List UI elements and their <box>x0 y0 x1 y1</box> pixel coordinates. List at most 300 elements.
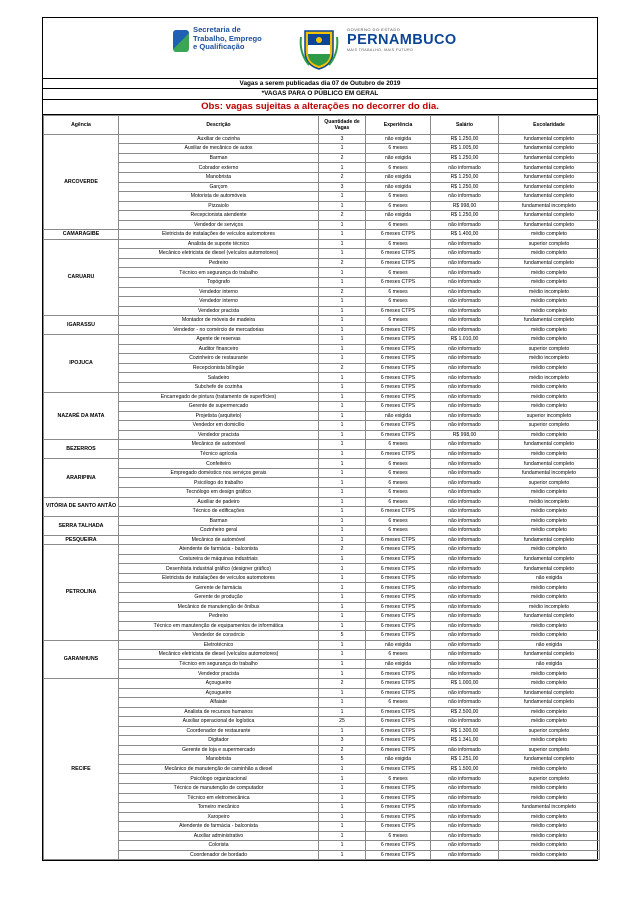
experience-cell: 6 meses <box>366 526 431 536</box>
agency-cell: PESQUEIRA <box>44 535 119 545</box>
salary-cell: R$ 1.251,00 <box>431 755 499 765</box>
col-description: Descrição <box>119 115 319 134</box>
experience-cell: 6 meses <box>366 831 431 841</box>
experience-cell: 6 meses CTPS <box>366 850 431 860</box>
table-row <box>44 764 600 774</box>
description-cell: Barman <box>119 153 319 163</box>
salary-cell: não informado <box>431 373 499 383</box>
description-cell: Colorista <box>119 841 319 851</box>
description-cell: Alfaiate <box>119 698 319 708</box>
quantity-cell: 2 <box>319 211 366 221</box>
table-row <box>44 812 600 822</box>
description-cell: Vendedor pracista <box>119 306 319 316</box>
col-education: Escolaridade <box>499 115 600 134</box>
table-row <box>44 230 600 240</box>
salary-cell: não informado <box>431 497 499 507</box>
description-cell: Motorista de automóveis <box>119 192 319 202</box>
table-row <box>44 688 600 698</box>
education-cell: médio completo <box>499 297 600 307</box>
salary-cell: não informado <box>431 363 499 373</box>
salary-cell: não informado <box>431 717 499 727</box>
experience-cell: 6 meses CTPS <box>366 602 431 612</box>
education-cell: fundamental completo <box>499 535 600 545</box>
description-cell: Manobrista <box>119 172 319 182</box>
quantity-cell: 1 <box>319 516 366 526</box>
salary-cell: não informado <box>431 650 499 660</box>
salary-cell: não informado <box>431 306 499 316</box>
experience-cell: 6 meses CTPS <box>366 783 431 793</box>
salary-cell: não informado <box>431 783 499 793</box>
salary-cell: R$ 1.250,00 <box>431 172 499 182</box>
salary-cell: R$ 1.250,00 <box>431 134 499 144</box>
table-row <box>44 297 600 307</box>
description-cell: Mecânico de manutenção de caminhão a diesel <box>119 764 319 774</box>
education-cell: fundamental completo <box>499 688 600 698</box>
governo-label: GOVERNO DO ESTADO <box>347 27 401 32</box>
table-row <box>44 717 600 727</box>
salary-cell: R$ 1.400,00 <box>431 230 499 240</box>
table-row <box>44 621 600 631</box>
description-cell: Digitador <box>119 736 319 746</box>
description-cell: Torneiro mecânico <box>119 803 319 813</box>
experience-cell: 6 meses CTPS <box>366 335 431 345</box>
pernambuco-logo <box>347 27 477 71</box>
description-cell: Confeiteiro <box>119 459 319 469</box>
salary-cell: R$ 1.005,00 <box>431 144 499 154</box>
description-cell: Gerente de farmácia <box>119 583 319 593</box>
quantity-cell: 1 <box>319 688 366 698</box>
experience-cell: 6 meses <box>366 516 431 526</box>
salary-cell: não informado <box>431 297 499 307</box>
description-cell: Açougueiro <box>119 688 319 698</box>
description-cell: Analista de suporte técnico <box>119 239 319 249</box>
description-cell: Atendente de farmácia - balconista <box>119 822 319 832</box>
education-cell: fundamental completo <box>499 258 600 268</box>
table-row <box>44 430 600 440</box>
table-row <box>44 287 600 297</box>
experience-cell: 6 meses CTPS <box>366 726 431 736</box>
education-cell: médio completo <box>499 402 600 412</box>
description-cell: Técnico em segurança do trabalho <box>119 659 319 669</box>
description-cell: Pedreiro <box>119 612 319 622</box>
description-cell: Manobrista <box>119 755 319 765</box>
description-cell: Eletrotécnico <box>119 640 319 650</box>
table-row <box>44 201 600 211</box>
experience-cell: 6 meses CTPS <box>366 736 431 746</box>
quantity-cell: 3 <box>319 736 366 746</box>
salary-cell: não informado <box>431 745 499 755</box>
table-row <box>44 602 600 612</box>
education-cell: médio completo <box>499 383 600 393</box>
description-cell: Coordenador de bordado <box>119 850 319 860</box>
table-row <box>44 192 600 202</box>
table-row <box>44 631 600 641</box>
description-cell: Vendedor interno <box>119 297 319 307</box>
description-cell: Mecânico de manutenção de ônibus <box>119 602 319 612</box>
salary-cell: não informado <box>431 831 499 841</box>
quantity-cell: 1 <box>319 497 366 507</box>
description-cell: Xaropeiro <box>119 812 319 822</box>
education-cell: fundamental completo <box>499 698 600 708</box>
salary-cell: R$ 1.341,00 <box>431 736 499 746</box>
description-cell: Mecânico eletricista de diesel (veículos automotores) <box>119 249 319 259</box>
table-row <box>44 526 600 536</box>
description-cell: Psicólogo organizacional <box>119 774 319 784</box>
table-row <box>44 182 600 192</box>
experience-cell: 6 meses <box>366 478 431 488</box>
education-cell: médio completo <box>499 268 600 278</box>
agency-cell: CARUARU <box>44 239 119 315</box>
description-cell: Vendedor em domicílio <box>119 421 319 431</box>
agency-cell: ARARIPINA <box>44 459 119 497</box>
description-cell: Vendedor - no comércio de mercadorias <box>119 325 319 335</box>
quantity-cell: 1 <box>319 803 366 813</box>
agency-cell: CAMARAGIBE <box>44 230 119 240</box>
education-cell: médio completo <box>499 430 600 440</box>
table-row <box>44 440 600 450</box>
experience-cell: 6 meses CTPS <box>366 803 431 813</box>
education-cell: médio completo <box>499 335 600 345</box>
education-cell: fundamental completo <box>499 612 600 622</box>
education-cell: médio completo <box>499 678 600 688</box>
education-cell: não exigida <box>499 659 600 669</box>
quantity-cell: 1 <box>319 373 366 383</box>
education-cell: fundamental completo <box>499 172 600 182</box>
salary-cell: não informado <box>431 440 499 450</box>
experience-cell: 6 meses <box>366 459 431 469</box>
table-row <box>44 650 600 660</box>
experience-cell: 6 meses <box>366 468 431 478</box>
description-cell: Vendedor pracista <box>119 669 319 679</box>
table-row <box>44 249 600 259</box>
table-row <box>44 402 600 412</box>
education-cell: médio incompleto <box>499 354 600 364</box>
quantity-cell: 5 <box>319 755 366 765</box>
table-row <box>44 468 600 478</box>
description-cell: Técnico em manutenção de equipamentos de informática <box>119 621 319 631</box>
salary-cell: R$ 1.250,00 <box>431 153 499 163</box>
experience-cell: 6 meses CTPS <box>366 383 431 393</box>
experience-cell: 6 meses CTPS <box>366 258 431 268</box>
table-row <box>44 678 600 688</box>
table-row <box>44 822 600 832</box>
experience-cell: 6 meses CTPS <box>366 249 431 259</box>
experience-cell: 6 meses <box>366 316 431 326</box>
education-cell: médio completo <box>499 392 600 402</box>
description-cell: Vendedor interno <box>119 287 319 297</box>
table-row <box>44 554 600 564</box>
table-row <box>44 306 600 316</box>
quantity-cell: 1 <box>319 793 366 803</box>
education-cell: médio completo <box>499 669 600 679</box>
state-slogan: MAIS TRABALHO, MAIS FUTURO <box>347 48 414 52</box>
education-cell: fundamental incompleto <box>499 468 600 478</box>
salary-cell: não informado <box>431 220 499 230</box>
salary-cell: R$ 1.300,00 <box>431 726 499 736</box>
table-row <box>44 363 600 373</box>
description-cell: Agente de reservas <box>119 335 319 345</box>
quantity-cell: 1 <box>319 411 366 421</box>
agency-cell: NAZARÉ DA MATA <box>44 392 119 440</box>
experience-cell: 6 meses <box>366 201 431 211</box>
table-row <box>44 736 600 746</box>
experience-cell: 6 meses CTPS <box>366 841 431 851</box>
table-row <box>44 516 600 526</box>
salary-cell: não informado <box>431 526 499 536</box>
agency-cell: IPOJUCA <box>44 335 119 392</box>
description-cell: Coordenador de restaurante <box>119 726 319 736</box>
quantity-cell: 1 <box>319 220 366 230</box>
agency-cell: VITÓRIA DE SANTO ANTÃO <box>44 497 119 516</box>
description-cell: Vendedor pracista <box>119 430 319 440</box>
salary-cell: não informado <box>431 812 499 822</box>
salary-cell: não informado <box>431 593 499 603</box>
salary-cell: não informado <box>431 239 499 249</box>
experience-cell: 6 meses CTPS <box>366 564 431 574</box>
description-cell: Auxiliar administrativo <box>119 831 319 841</box>
experience-cell: 6 meses CTPS <box>366 583 431 593</box>
salary-cell: não informado <box>431 316 499 326</box>
experience-cell: 6 meses CTPS <box>366 688 431 698</box>
experience-cell: 6 meses CTPS <box>366 621 431 631</box>
education-cell: médio completo <box>499 717 600 727</box>
table-row <box>44 669 600 679</box>
secretaria-name: Secretaria de Trabalho, Emprego e Qualificação <box>193 25 262 52</box>
quantity-cell: 1 <box>319 564 366 574</box>
education-cell: médio completo <box>499 822 600 832</box>
description-cell: Saladeiro <box>119 373 319 383</box>
quantity-cell: 1 <box>319 659 366 669</box>
education-cell: médio completo <box>499 449 600 459</box>
education-cell: médio completo <box>499 277 600 287</box>
salary-cell: não informado <box>431 411 499 421</box>
education-cell: médio completo <box>499 812 600 822</box>
salary-cell: não informado <box>431 545 499 555</box>
experience-cell: 6 meses CTPS <box>366 430 431 440</box>
education-cell: superior completo <box>499 344 600 354</box>
description-cell: Pizzaiolo <box>119 201 319 211</box>
experience-cell: 6 meses CTPS <box>366 745 431 755</box>
table-row <box>44 573 600 583</box>
description-cell: Auxiliar operacional de logística <box>119 717 319 727</box>
salary-cell: não informado <box>431 402 499 412</box>
education-cell: não exigida <box>499 640 600 650</box>
experience-cell: 6 meses CTPS <box>366 402 431 412</box>
salary-cell: não informado <box>431 192 499 202</box>
table-row <box>44 211 600 221</box>
col-experience: Experiência <box>366 115 431 134</box>
quantity-cell: 1 <box>319 430 366 440</box>
description-cell: Vendedor de serviços <box>119 220 319 230</box>
description-cell: Cozinheiro de restaurante <box>119 354 319 364</box>
experience-cell: 6 meses <box>366 488 431 498</box>
experience-cell: 6 meses <box>366 192 431 202</box>
experience-cell: 6 meses CTPS <box>366 717 431 727</box>
quantity-cell: 5 <box>319 631 366 641</box>
description-cell: Técnico de edificações <box>119 507 319 517</box>
salary-cell: não informado <box>431 631 499 641</box>
education-cell: fundamental completo <box>499 316 600 326</box>
experience-cell: 6 meses CTPS <box>366 344 431 354</box>
quantity-cell: 2 <box>319 153 366 163</box>
table-row <box>44 497 600 507</box>
table-row <box>44 459 600 469</box>
agency-cell: ARCOVERDE <box>44 134 119 229</box>
salary-cell: não informado <box>431 383 499 393</box>
state-name: PERNAMBUCO <box>347 32 457 48</box>
education-cell: fundamental completo <box>499 163 600 173</box>
quantity-cell: 1 <box>319 535 366 545</box>
table-row <box>44 383 600 393</box>
experience-cell: 6 meses CTPS <box>366 678 431 688</box>
quantity-cell: 1 <box>319 478 366 488</box>
quantity-cell: 1 <box>319 669 366 679</box>
table-row <box>44 583 600 593</box>
description-cell: Mecânico de automóvel <box>119 440 319 450</box>
education-cell: superior completo <box>499 421 600 431</box>
education-cell: superior completo <box>499 745 600 755</box>
experience-cell: 6 meses CTPS <box>366 707 431 717</box>
vacancies-table <box>43 115 600 861</box>
state-crest-icon <box>299 25 339 71</box>
table-row <box>44 392 600 402</box>
table-row <box>44 335 600 345</box>
salary-cell: não informado <box>431 478 499 488</box>
education-cell: médio completo <box>499 306 600 316</box>
education-cell: médio incompleto <box>499 287 600 297</box>
education-cell: fundamental completo <box>499 153 600 163</box>
quantity-cell: 2 <box>319 172 366 182</box>
table-row <box>44 707 600 717</box>
education-cell: superior completo <box>499 726 600 736</box>
salary-cell: não informado <box>431 803 499 813</box>
table-row <box>44 258 600 268</box>
experience-cell: 6 meses <box>366 698 431 708</box>
description-cell: Açougueiro <box>119 678 319 688</box>
table-row <box>44 478 600 488</box>
description-cell: Gerente de loja e supermercado <box>119 745 319 755</box>
table-row <box>44 411 600 421</box>
quantity-cell: 2 <box>319 545 366 555</box>
table-row <box>44 153 600 163</box>
quantity-cell: 1 <box>319 764 366 774</box>
education-cell: fundamental completo <box>499 554 600 564</box>
salary-cell: não informado <box>431 850 499 860</box>
salary-cell: não informado <box>431 392 499 402</box>
quantity-cell: 1 <box>319 383 366 393</box>
quantity-cell: 1 <box>319 297 366 307</box>
table-row <box>44 535 600 545</box>
description-cell: Cobrador externo <box>119 163 319 173</box>
education-cell: médio completo <box>499 526 600 536</box>
education-cell: médio completo <box>499 545 600 555</box>
salary-cell: não informado <box>431 249 499 259</box>
salary-cell: não informado <box>431 602 499 612</box>
quantity-cell: 1 <box>319 573 366 583</box>
description-cell: Projetista (arquiteto) <box>119 411 319 421</box>
salary-cell: não informado <box>431 287 499 297</box>
table-body <box>44 134 600 860</box>
experience-cell: 6 meses CTPS <box>366 325 431 335</box>
quantity-cell: 1 <box>319 421 366 431</box>
education-cell: fundamental completo <box>499 144 600 154</box>
salary-cell: não informado <box>431 688 499 698</box>
salary-cell: R$ 1.250,00 <box>431 182 499 192</box>
description-cell: Auxiliar de mecânico de autos <box>119 144 319 154</box>
salary-cell: não informado <box>431 583 499 593</box>
experience-cell: 6 meses <box>366 774 431 784</box>
quantity-cell: 1 <box>319 306 366 316</box>
education-cell: médio completo <box>499 488 600 498</box>
salary-cell: não informado <box>431 698 499 708</box>
table-row <box>44 239 600 249</box>
table-row <box>44 698 600 708</box>
description-cell: Analista de recursos humanos <box>119 707 319 717</box>
quantity-cell: 1 <box>319 583 366 593</box>
experience-cell: 6 meses CTPS <box>366 573 431 583</box>
salary-cell: não informado <box>431 268 499 278</box>
experience-cell: não exigida <box>366 172 431 182</box>
experience-cell: não exigida <box>366 659 431 669</box>
salary-cell: não informado <box>431 468 499 478</box>
salary-cell: não informado <box>431 621 499 631</box>
description-cell: Auditor financeiro <box>119 344 319 354</box>
description-cell: Empregado doméstico nos serviços gerais <box>119 468 319 478</box>
experience-cell: 6 meses <box>366 163 431 173</box>
experience-cell: 6 meses CTPS <box>366 669 431 679</box>
education-cell: médio completo <box>499 507 600 517</box>
salary-cell: não informado <box>431 640 499 650</box>
description-cell: Atendente de farmácia - balconista <box>119 545 319 555</box>
quantity-cell: 1 <box>319 201 366 211</box>
education-cell: fundamental completo <box>499 134 600 144</box>
col-agency: Agência <box>44 115 119 134</box>
salary-cell: R$ 1.250,00 <box>431 211 499 221</box>
experience-cell: 6 meses CTPS <box>366 535 431 545</box>
quantity-cell: 1 <box>319 335 366 345</box>
experience-cell: 6 meses <box>366 144 431 154</box>
education-cell: médio completo <box>499 831 600 841</box>
description-cell: Técnico em eletromecânica <box>119 793 319 803</box>
experience-cell: 6 meses CTPS <box>366 545 431 555</box>
salary-cell: não informado <box>431 421 499 431</box>
description-cell: Técnico agrícola <box>119 449 319 459</box>
quantity-cell: 3 <box>319 182 366 192</box>
quantity-cell: 1 <box>319 440 366 450</box>
education-cell: superior completo <box>499 239 600 249</box>
education-cell: fundamental incompleto <box>499 803 600 813</box>
experience-cell: 6 meses <box>366 440 431 450</box>
description-cell: Eletricista de instalações de veículos automotores <box>119 230 319 240</box>
experience-cell: 6 meses <box>366 268 431 278</box>
salary-cell: não informado <box>431 488 499 498</box>
quantity-cell: 1 <box>319 831 366 841</box>
secretaria-mark-icon <box>173 30 189 52</box>
salary-cell: não informado <box>431 669 499 679</box>
description-cell: Garçom <box>119 182 319 192</box>
logo-banner <box>43 18 597 79</box>
education-cell: médio incompleto <box>499 602 600 612</box>
description-cell: Topógrafo <box>119 277 319 287</box>
salary-cell: R$ 1.500,00 <box>431 764 499 774</box>
salary-cell: não informado <box>431 793 499 803</box>
quantity-cell: 1 <box>319 812 366 822</box>
education-cell: fundamental incompleto <box>499 201 600 211</box>
salary-cell: não informado <box>431 822 499 832</box>
experience-cell: não exigida <box>366 211 431 221</box>
quantity-cell: 1 <box>319 249 366 259</box>
description-cell: Auxiliar de padeiro <box>119 497 319 507</box>
